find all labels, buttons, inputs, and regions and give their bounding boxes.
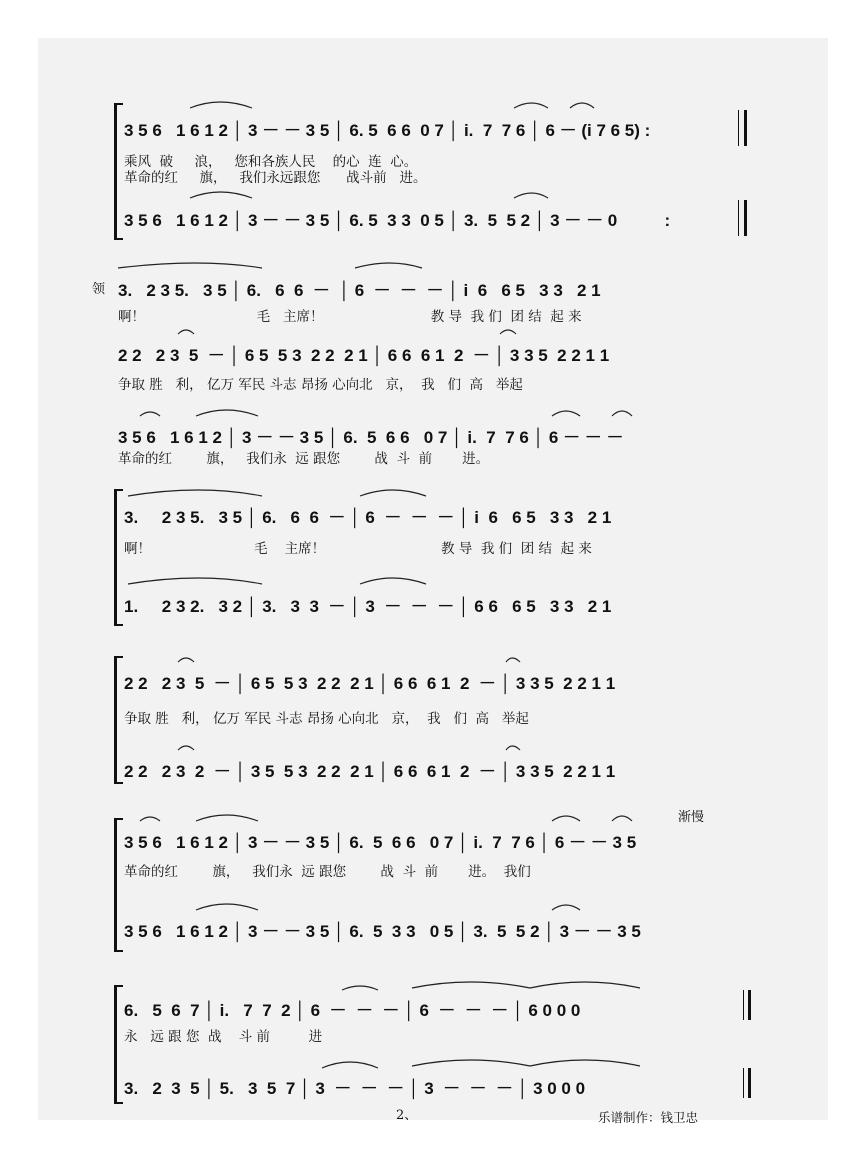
system2-lyrics: 啊！ 毛 主席！ 教 导 我 们 团 结 起 来 (118, 309, 582, 325)
system4-lyrics: 革命的红 旗， 我们永 远 跟您 战 斗 前 进。 (118, 451, 490, 467)
score-credit: 乐谱制作：钱卫忠 (598, 1110, 699, 1125)
system-bracket (114, 656, 123, 784)
system5-upper-notes: 3. 2 3 5. 3 5 │ 6. 6 6 － │ 6 － － － │ i 6 6 5 3 3 2 1 (124, 508, 612, 527)
repeat-end-thin-line (738, 200, 739, 236)
system-bracket (114, 489, 123, 626)
system8-lower-notes: 3. 2 3 5 │ 5. 3 5 7 │ 3 － － － │ 3 － － － │ 3 0 0 0 (124, 1079, 586, 1098)
final-barline (748, 990, 751, 1020)
repeat-end-thin-line (738, 110, 739, 146)
system7-lyrics: 革命的红 旗， 我们永 远 跟您 战 斗 前 进。 我们 (124, 864, 531, 880)
system3-notes: 2 2 2 3 5 － │ 6 5 5 3 2 2 2 1 │ 6 6 6 1 2 － │ 3 3 5 2 2 1 1 (118, 346, 610, 365)
repeat-end-barline (744, 200, 747, 236)
system6-lower-notes: 2 2 2 3 2 － │ 3 5 5 3 2 2 2 1 │ 6 6 6 1 2 － │ 3 3 5 2 2 1 1 (124, 762, 616, 781)
system6-upper-notes: 2 2 2 3 5 － │ 6 5 5 3 2 2 2 1 │ 6 6 6 1 2 － │ 3 3 5 2 2 1 1 (124, 674, 616, 693)
final-barline (748, 1068, 751, 1098)
system4-notes: 3 5 6 1 6 1 2 │ 3 － － 3 5 │ 6. 5 6 6 0 7 │ i. 7 7 6 │ 6 － － － (118, 428, 624, 447)
system5-lyrics: 啊！ 毛 主席！ 教 导 我 们 团 结 起 来 (124, 541, 592, 557)
system1-upper-notes: 3 5 6 1 6 1 2 │ 3 － － 3 5 │ 6. 5 6 6 0 7 │ i. 7 7 6 │ 6 － (i 7 6 5) : (124, 121, 651, 140)
page-number: 2、 (396, 1108, 418, 1123)
system1-lyric-verse1: 乘风 破 浪， 您和各族人民 的心 连 心。 (124, 154, 418, 170)
repeat-end-barline (744, 110, 747, 146)
sheet-background (38, 38, 828, 1120)
system1-lyric-verse2: 革命的红 旗， 我们永远跟您 战斗前 进。 (124, 170, 427, 186)
system8-upper-notes: 6. 5 6 7 │ i. 7 7 2 │ 6 － － － │ 6 － － － │ 6 0 0 0 (124, 1001, 581, 1020)
system7-upper-notes: 3 5 6 1 6 1 2 │ 3 － － 3 5 │ 6. 5 6 6 0 7 │ i. 7 7 6 │ 6 － － 3 5 (124, 833, 637, 852)
system6-lyrics: 争取 胜 利， 亿万 军民 斗志 昂扬 心向北 京， 我 们 高 举起 (124, 711, 529, 727)
system7-lower-notes: 3 5 6 1 6 1 2 │ 3 － － 3 5 │ 6. 5 3 3 0 5 │ 3. 5 5 2 │ 3 － － 3 5 (124, 922, 641, 941)
system-bracket (114, 985, 123, 1104)
solo-label: 领 (92, 282, 106, 297)
system-bracket (114, 818, 123, 952)
system2-notes: 3. 2 3 5. 3 5 │ 6. 6 6 － │ 6 － － － │ i 6 6 5 3 3 2 1 (118, 281, 601, 300)
system5-lower-notes: 1. 2 3 2. 3 2 │ 3. 3 3 － │ 3 － － － │ 6 6 6 5 3 3 2 1 (124, 597, 612, 616)
final-barline-thin (743, 990, 744, 1020)
tempo-mark: 渐慢 (678, 810, 705, 825)
system-bracket (114, 103, 123, 240)
final-barline-thin (743, 1068, 744, 1098)
system1-lower-notes: 3 5 6 1 6 1 2 │ 3 － － 3 5 │ 6. 5 3 3 0 5 │ 3. 5 5 2 │ 3 － － 0 : (124, 211, 671, 230)
system8-lyrics: 永 远 跟 您 战 斗 前 进 (124, 1029, 323, 1045)
system3-lyrics: 争取 胜 利， 亿万 军民 斗志 昂扬 心向北 京， 我 们 高 举起 (118, 377, 523, 393)
